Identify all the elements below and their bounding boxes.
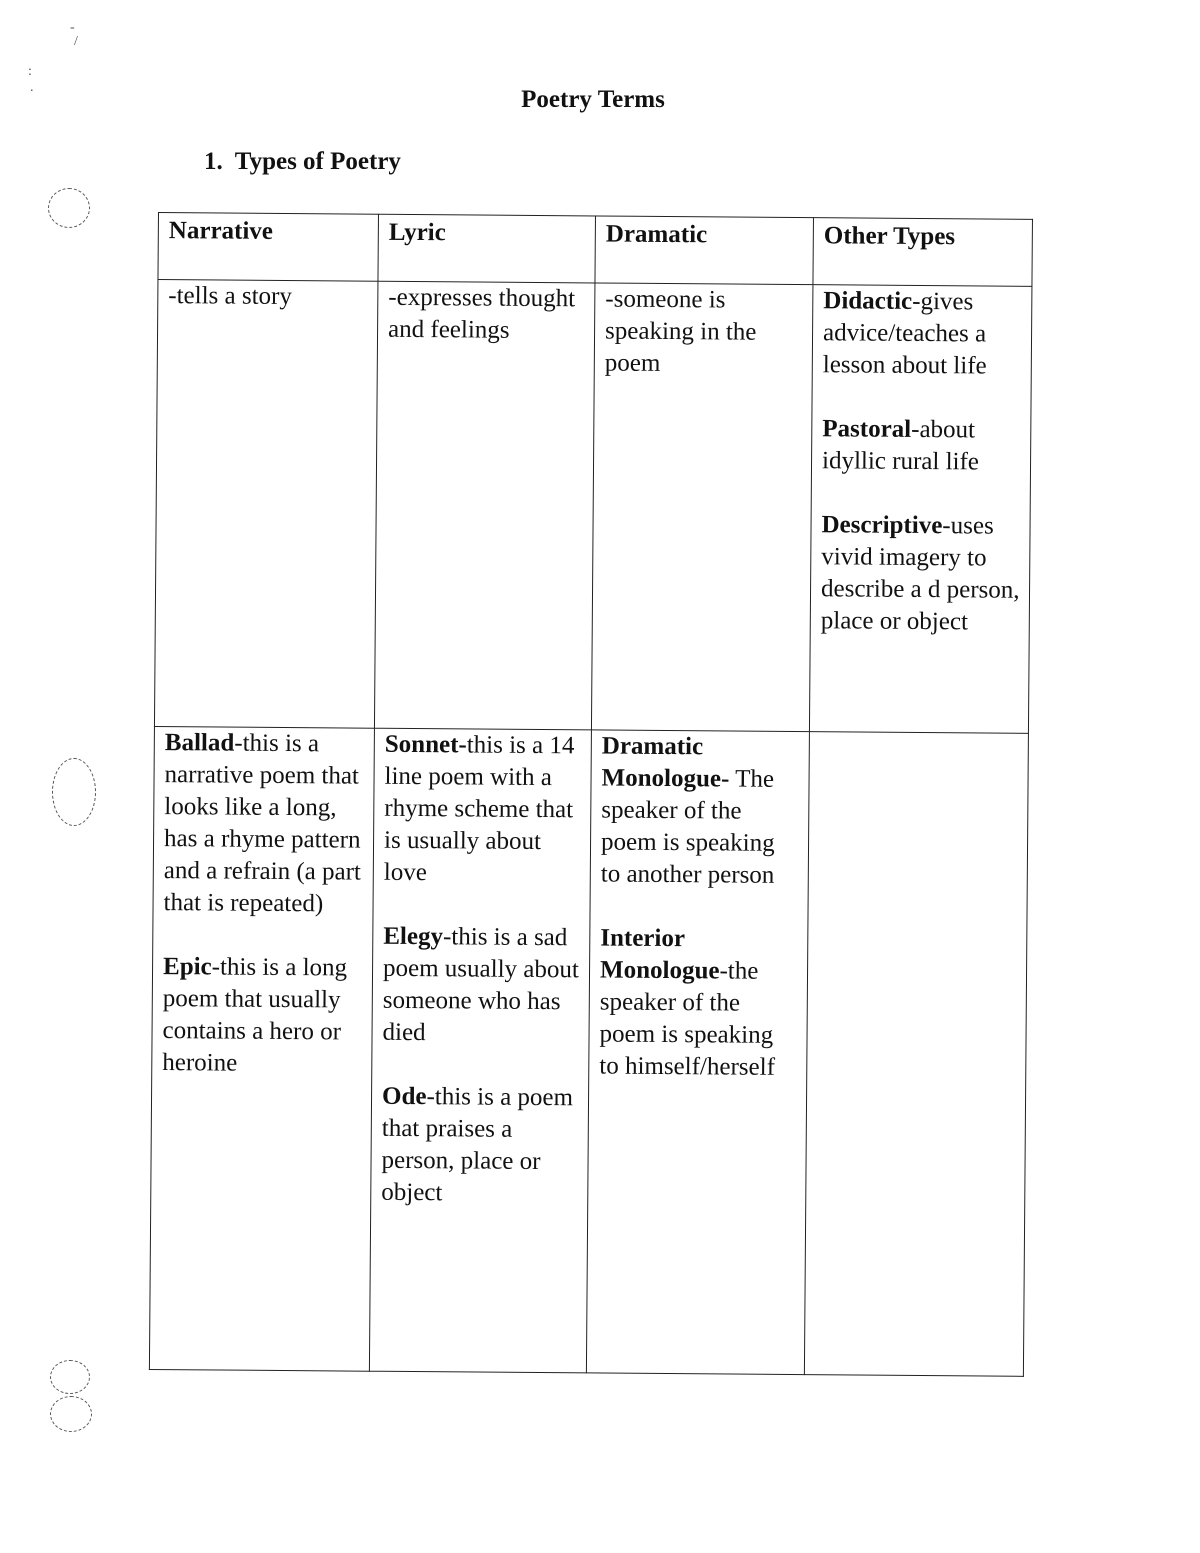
term-definition: -uses vivid imagery to describe a d person, place or object (820, 512, 1020, 636)
term-definition: -the speaker of the poem is speaking to himself/herself (599, 957, 776, 1081)
cell-other-basic (809, 285, 1032, 734)
term-name: Interior Monologue (599, 924, 720, 985)
term-name: Dramatic Monologue- (601, 732, 730, 793)
term-name: Epic (162, 953, 212, 981)
cell-lyric-basic: -expresses thought and feelings (374, 281, 595, 730)
term-name: Descriptive (821, 511, 943, 540)
cell-dramatic-basic: -someone is speaking in the poem (591, 283, 813, 732)
term-definition: this is a 14 line poem with a rhyme scheme that is usually about love (383, 731, 575, 887)
term-entry (821, 509, 1022, 639)
poetry-types-table (149, 212, 1033, 1377)
section-heading (204, 148, 401, 176)
term-name: Pastoral (822, 415, 912, 443)
table-row-basic (154, 280, 1031, 734)
cell-narrative-subtypes (149, 726, 374, 1371)
punch-hole-middle (52, 758, 96, 826)
term-definition: -this is a narrative poem that looks like a long, has a rhyme pattern and a refrain (a part that is repeated) (163, 729, 362, 918)
term-name: Elegy (383, 922, 444, 951)
scan-speck: - (70, 20, 75, 35)
term-name: Sonnet- (384, 730, 467, 759)
table-row-subtypes (149, 726, 1028, 1376)
header-dramatic: Dramatic (595, 216, 814, 285)
term-entry (382, 921, 581, 1051)
term-definition: -gives advice/teaches a lesson about life (822, 287, 987, 380)
term-definition: -this is a poem that praises a person, place or object (381, 1083, 574, 1207)
term-definition: The speaker of the poem is speaking to another person (600, 765, 775, 889)
cell-narrative-basic: -tells a story (154, 280, 378, 729)
term-entry (163, 727, 366, 921)
punch-hole-bottom-lower (50, 1396, 92, 1432)
page-title: Poetry Terms (521, 86, 665, 113)
term-name: Ballad (164, 729, 235, 757)
scan-speck: / (74, 34, 78, 49)
section-number: 1. (204, 148, 223, 175)
scan-speck: : (28, 64, 32, 79)
cell-lyric-subtypes (369, 728, 591, 1373)
term-definition: -this is a sad poem usually about someone who has died (382, 923, 579, 1047)
term-name: Didactic (823, 287, 913, 315)
term-definition: -about idyllic rural life (821, 415, 980, 476)
header-other-types: Other Types (813, 218, 1033, 287)
table-header-row (158, 213, 1032, 287)
term-entry (381, 1081, 580, 1211)
term-definition: -this is a long poem that usually contains a hero or heroine (162, 953, 348, 1077)
header-narrative: Narrative (158, 213, 379, 282)
scan-speck: . (30, 80, 34, 95)
cell-other-subtypes (804, 732, 1028, 1377)
term-entry (384, 729, 583, 891)
term-entry (822, 413, 1022, 479)
punch-hole-top (48, 188, 90, 228)
term-entry (601, 731, 801, 893)
term-name: Ode (381, 1082, 427, 1111)
term-entry (162, 951, 364, 1081)
term-entry (599, 922, 799, 1084)
header-lyric: Lyric (378, 214, 596, 283)
section-title: Types of Poetry (234, 148, 401, 175)
punch-hole-bottom-upper (50, 1360, 90, 1394)
term-entry (823, 285, 1024, 383)
cell-dramatic-subtypes (586, 730, 809, 1375)
